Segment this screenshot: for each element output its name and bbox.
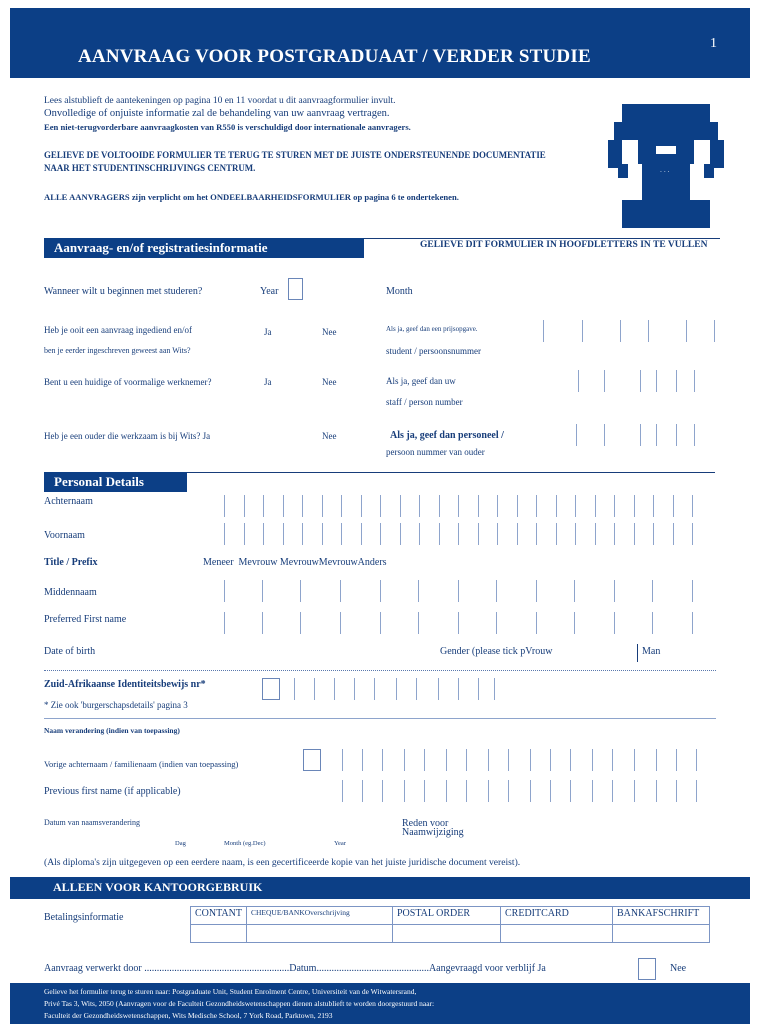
payment-cash-cell[interactable] [191, 925, 247, 943]
char-cell-divider [400, 523, 401, 545]
char-cell-divider [478, 523, 479, 545]
char-cell-divider [592, 780, 593, 802]
char-cell-divider [508, 749, 509, 771]
title-options[interactable]: Meneer Mevrouw MevrouwMevrouwAnders [203, 557, 387, 568]
char-cell-divider [458, 495, 459, 517]
char-cell-divider [656, 780, 657, 802]
char-cell-divider [497, 523, 498, 545]
q-applied-label-a: Heb je ooit een aanvraag ingediend en/of [44, 325, 192, 335]
char-cell-divider [488, 749, 489, 771]
page-title: AANVRAAG VOOR POSTGRADUAAT / VERDER STUDIE [78, 46, 591, 67]
char-cell-divider [380, 580, 381, 602]
char-cell-divider [224, 495, 225, 517]
char-cell-divider [361, 495, 362, 517]
change-date-label: Datum van naamsverandering [44, 818, 140, 827]
payment-cheque-cell[interactable] [247, 925, 393, 943]
char-cell-divider [634, 780, 635, 802]
char-cell-divider [652, 580, 653, 602]
section-personal-rule [187, 472, 715, 473]
q-parent-note-b: persoon nummer van ouder [386, 447, 485, 457]
char-cell-divider [673, 495, 674, 517]
char-cell-divider [424, 780, 425, 802]
char-cell-divider [374, 678, 375, 700]
char-cell-divider [634, 523, 635, 545]
char-cell-divider [424, 749, 425, 771]
gender-man-label: Man [642, 646, 661, 657]
char-cell-divider [416, 678, 417, 700]
q-employee-ja: Ja [264, 377, 272, 387]
char-cell-divider [653, 495, 654, 517]
char-cell-divider [536, 495, 537, 517]
q-applied-nee: Nee [322, 327, 337, 337]
char-cell-divider [224, 580, 225, 602]
char-cell-divider [673, 523, 674, 545]
processed-by-line: Aanvraag verwerkt door ..........................................................Datum.............................................Aangevraagd voor verblijf Ja [44, 963, 546, 974]
change-date-year: Year [334, 840, 346, 847]
char-cell-divider [340, 612, 341, 634]
char-cell-divider [556, 523, 557, 545]
char-cell-divider [574, 612, 575, 634]
payment-col-cheque: CHEQUE/BANKOverschrijving [247, 907, 393, 925]
q-employee-nee: Nee [322, 377, 337, 387]
char-cell-divider [466, 749, 467, 771]
prev-surname-first-box[interactable] [303, 749, 321, 771]
char-cell-divider [536, 612, 537, 634]
payment-col-cash: CONTANT [191, 907, 247, 925]
q-employee-note-b: staff / person number [386, 397, 463, 407]
char-cell-divider [224, 523, 225, 545]
char-cell-divider [362, 780, 363, 802]
char-cell-divider [595, 523, 596, 545]
residence-nee: Nee [670, 963, 687, 974]
char-cell-divider [595, 495, 596, 517]
char-cell-divider [302, 495, 303, 517]
section-rule [364, 238, 720, 239]
char-cell-divider [574, 580, 575, 602]
char-cell-divider [550, 749, 551, 771]
first-name-label: Voornaam [44, 530, 85, 541]
char-cell-divider [283, 523, 284, 545]
footer-line-2: Privé Tas 3, Wits, 2050 (Aanvragen voor de Faculteit Gezondheidswetenschappen dienen alstublieft te worden doorgestuurd naar: [44, 999, 435, 1008]
q-parent-label: Heb je een ouder die werkzaam is bij Wits? Ja [44, 431, 211, 441]
header-band [10, 8, 750, 78]
residence-checkbox[interactable] [638, 958, 656, 980]
char-cell-divider [517, 495, 518, 517]
char-cell-divider [302, 523, 303, 545]
payment-col-postal: POSTAL ORDER [393, 907, 501, 925]
middle-name-label: Middennaam [44, 587, 97, 598]
char-cell-divider [696, 749, 697, 771]
reason-label-a: Reden voor [402, 818, 449, 829]
q-start-month-label: Month [386, 286, 413, 297]
char-cell-divider [612, 780, 613, 802]
char-cell-divider [478, 678, 479, 700]
char-cell-divider [380, 495, 381, 517]
char-cell-divider [575, 523, 576, 545]
payment-col-credit: CREDITCARD [501, 907, 613, 925]
char-cell-divider [478, 495, 479, 517]
payment-bank-cell[interactable] [613, 925, 710, 943]
q-employee-label: Bent u een huidige of voormalige werknemer? [44, 377, 212, 387]
char-cell-divider [418, 580, 419, 602]
char-cell-divider [342, 780, 343, 802]
char-cell-divider [224, 612, 225, 634]
char-cell-divider [592, 749, 593, 771]
char-cell-divider [634, 749, 635, 771]
char-cell-divider [614, 523, 615, 545]
divider-2 [44, 718, 716, 719]
char-cell-divider [382, 780, 383, 802]
office-use-header [10, 877, 750, 899]
q-applied-label-b: ben je eerder ingeschreven geweest aan Wits? [44, 346, 191, 355]
char-cell-divider [404, 749, 405, 771]
char-cell-divider [517, 523, 518, 545]
footer-band [10, 983, 750, 1024]
prev-surname-label: Vorige achternaam / familienaam (indien van toepassing) [44, 759, 239, 769]
char-cell-divider [438, 678, 439, 700]
char-cell-divider [696, 780, 697, 802]
char-cell-divider [382, 749, 383, 771]
char-cell-divider [380, 612, 381, 634]
char-cell-divider [550, 780, 551, 802]
intro-line-3: Een niet-terugvorderbare aanvraagkosten van R550 is verschuldigd door internationale aanvragers. [44, 122, 411, 132]
char-cell-divider [419, 523, 420, 545]
char-cell-divider [341, 523, 342, 545]
payment-table [190, 906, 710, 943]
q-parent-note-a: Als ja, geef dan personeel / [390, 430, 504, 441]
char-cell-divider [676, 780, 677, 802]
char-cell-divider [496, 612, 497, 634]
char-cell-divider [530, 749, 531, 771]
change-date-day: Dag [175, 840, 186, 847]
char-cell-divider [283, 495, 284, 517]
char-cell-divider [570, 749, 571, 771]
university-logo [604, 100, 728, 230]
name-change-heading: Naam verandering (indien van toepassing) [44, 726, 180, 735]
gender-label: Gender (please tick pVrouw [440, 646, 553, 657]
char-cell-divider [341, 495, 342, 517]
payment-col-bank: BANKAFSCHRIFT [613, 907, 710, 925]
section-personal-title: Personal Details [54, 474, 144, 489]
intro-line-6: ALLE AANVRAGERS zijn verplicht om het ONDEELBAARHEIDSFORMULIER op pagina 6 te ondertekenen. [44, 192, 459, 202]
char-cell-divider [614, 495, 615, 517]
page-number: 1 [710, 36, 717, 51]
char-cell-divider [262, 580, 263, 602]
section-personal-header [44, 472, 187, 492]
office-use-title: ALLEEN VOOR KANTOORGEBRUIK [53, 880, 263, 894]
char-cell-divider [380, 523, 381, 545]
char-cell-divider [570, 780, 571, 802]
char-cell-divider [536, 523, 537, 545]
char-cell-divider [263, 495, 264, 517]
char-cell-divider [354, 678, 355, 700]
section-registration-header [44, 238, 364, 258]
char-cell-divider [262, 612, 263, 634]
char-cell-divider [419, 495, 420, 517]
prev-first-label: Previous first name (if applicable) [44, 786, 181, 797]
char-cell-divider [361, 523, 362, 545]
reason-label-b: Naamwijziging [402, 827, 464, 838]
char-cell-divider [322, 495, 323, 517]
char-cell-divider [634, 495, 635, 517]
char-cell-divider [300, 612, 301, 634]
q-parent-nee: Nee [322, 431, 337, 441]
char-cell-divider [396, 678, 397, 700]
char-cell-divider [263, 523, 264, 545]
char-cell-divider [614, 612, 615, 634]
char-cell-divider [314, 678, 315, 700]
char-cell-divider [404, 780, 405, 802]
char-cell-divider [556, 495, 557, 517]
char-cell-divider [458, 678, 459, 700]
char-cell-divider [466, 780, 467, 802]
payment-postal-cell[interactable] [393, 925, 501, 943]
char-cell-divider [692, 523, 693, 545]
diploma-note: (Als diploma's zijn uitgegeven op een eerdere naam, is een gecertificeerde kopie van het juiste juridische document vereist). [44, 857, 521, 868]
change-date-month: Month (eg.Dec) [224, 840, 266, 847]
intro-line-4: GELIEVE DE VOLTOOIDE FORMULIER TE TERUG TE STUREN MET DE JUISTE ONDERSTEUNENDE DOCUMENTATIE [44, 150, 546, 160]
char-cell-divider [362, 749, 363, 771]
id-number-label: Zuid-Afrikaanse Identiteitsbewijs nr* [44, 679, 206, 690]
char-cell-divider [692, 612, 693, 634]
id-note: * Zie ook 'burgerschapsdetails' pagina 3 [44, 700, 188, 710]
char-cell-divider [294, 678, 295, 700]
char-cell-divider [494, 678, 495, 700]
char-cell-divider [653, 523, 654, 545]
q-applied-note-b: student / persoonsnummer [386, 346, 481, 356]
q-start-label: Wanneer wilt u beginnen met studeren? [44, 286, 203, 297]
char-cell-divider [342, 749, 343, 771]
char-cell-divider [497, 495, 498, 517]
divider [44, 670, 716, 671]
footer-line-3: Faculteit der Gezondheidswetenschappen, Wits Medische School, 7 York Road, Parktown, 2193 [44, 1011, 333, 1020]
title-prefix-label: Title / Prefix [44, 557, 98, 568]
char-cell-divider [530, 780, 531, 802]
surname-label: Achternaam [44, 496, 93, 507]
char-cell-divider [458, 580, 459, 602]
uppercase-note: GELIEVE DIT FORMULIER IN HOOFDLETTERS IN TE VULLEN [420, 240, 708, 250]
q-applied-note-a: Als ja, geef dan een prijsopgave. [386, 325, 478, 333]
intro-line-5: NAAR HET STUDENTINSCHRIJVINGS CENTRUM. [44, 163, 256, 173]
payment-label: Betalingsinformatie [44, 912, 124, 923]
char-cell-divider [692, 495, 693, 517]
char-cell-divider [488, 780, 489, 802]
char-cell-divider [614, 580, 615, 602]
start-year-checkbox[interactable] [288, 278, 303, 300]
char-cell-divider [300, 580, 301, 602]
payment-credit-cell[interactable] [501, 925, 613, 943]
char-cell-divider [692, 580, 693, 602]
char-cell-divider [508, 780, 509, 802]
char-cell-divider [340, 580, 341, 602]
char-cell-divider [458, 612, 459, 634]
gender-checkbox[interactable] [637, 644, 638, 662]
char-cell-divider [575, 495, 576, 517]
char-cell-divider [439, 495, 440, 517]
char-cell-divider [439, 523, 440, 545]
char-cell-divider [322, 523, 323, 545]
intro-line-2: Onvolledige of onjuiste informatie zal de behandeling van uw aanvraag vertragen. [44, 108, 390, 119]
char-cell-divider [418, 612, 419, 634]
preferred-name-label: Preferred First name [44, 614, 127, 625]
section-registration-title: Aanvraag- en/of registratiesinformatie [54, 240, 268, 255]
char-cell-divider [244, 495, 245, 517]
char-cell-divider [458, 523, 459, 545]
q-employee-note-a: Als ja, geef dan uw [386, 376, 456, 386]
char-cell-divider [612, 749, 613, 771]
id-number-first-box[interactable] [262, 678, 280, 700]
dob-label: Date of birth [44, 646, 96, 657]
svg-text:. . .: . . . [660, 167, 670, 174]
char-cell-divider [400, 495, 401, 517]
char-cell-divider [656, 749, 657, 771]
intro-line-1: Lees alstublieft de aantekeningen op pagina 10 en 11 voordat u dit aanvraagformulier invult. [44, 96, 396, 106]
char-cell-divider [446, 780, 447, 802]
char-cell-divider [652, 612, 653, 634]
char-cell-divider [446, 749, 447, 771]
char-cell-divider [496, 580, 497, 602]
q-applied-ja: Ja [264, 327, 272, 337]
char-cell-divider [536, 580, 537, 602]
char-cell-divider [334, 678, 335, 700]
q-start-year-label: Year [260, 286, 279, 297]
footer-line-1: Gelieve het formulier terug te sturen naar: Postgraduate Unit, Student Enrolment Centre, Universiteit van de Witwatersrand, [44, 987, 417, 996]
char-cell-divider [244, 523, 245, 545]
char-cell-divider [676, 749, 677, 771]
